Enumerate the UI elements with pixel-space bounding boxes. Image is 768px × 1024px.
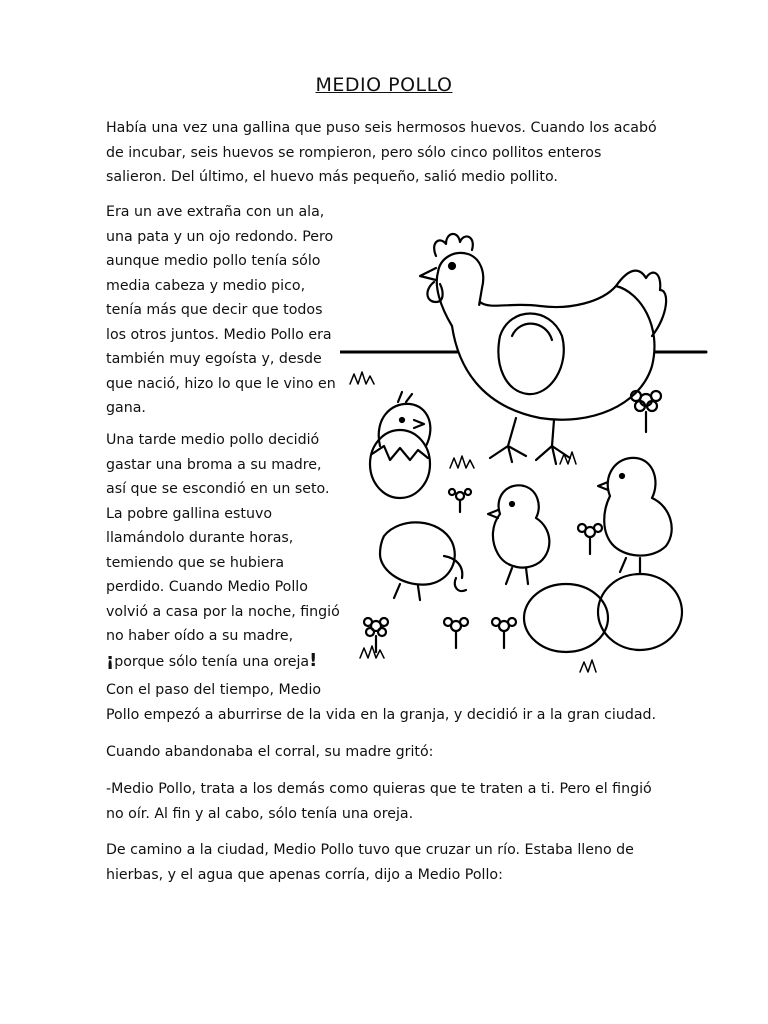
paragraph-prank-text: Una tarde medio pollo decidió gastar una broma a su madre, así que se escondió en un seto. La pobre gallina estuvo llamándolo durante horas, temiendo que se hubiera perdido. Cuando Medio Pollo volvió a casa por la noche, fingió no haber oído a su madre, bbox=[106, 432, 340, 644]
paragraph-intro: Había una vez una gallina que puso seis hermosos huevos. Cuando los acabó de incubar, seis huevos se rompieron, pero sólo cinco pollitos enteros salieron. Del último, el huevo más pequeño, salió medio pollito. bbox=[106, 120, 657, 185]
paragraph-city-start: Con el paso del tiempo, Medio bbox=[106, 682, 322, 698]
paragraph-river: De camino a la ciudad, Medio Pollo tuvo que cruzar un río. Estaba lleno de hierbas, y el agua que apenas corría, dijo a Medio Pollo: bbox=[106, 842, 634, 883]
hen-and-chicks-illustration bbox=[340, 206, 708, 684]
paragraph-description: Era un ave extraña con un ala, una pata y un ojo redondo. Pero aunque medio pollo tenía sólo media cabeza y medio pico, tenía más que decir que todos los otros juntos. Medio Pollo era también muy egoísta y, desde que nació, hizo lo que le vino en gana. bbox=[106, 204, 336, 416]
paragraph-mother-advice: -Medio Pollo, trata a los demás como quieras que te traten a ti. Pero el fingió no oír. Al fin y al cabo, sólo tenía una oreja. bbox=[106, 781, 652, 822]
exclamation-text: porque sólo tenía una oreja bbox=[114, 653, 310, 670]
paragraph-city-rest: Pollo empezó a aburrirse de la vida en la granja, y decidió ir a la gran ciudad. bbox=[106, 707, 657, 723]
paragraph-leaving: Cuando abandonaba el corral, su madre gritó: bbox=[106, 744, 434, 760]
exclamation-open: ¡ bbox=[106, 649, 115, 671]
exclamation-close: ! bbox=[309, 649, 318, 671]
page-title: MEDIO POLLO bbox=[315, 74, 453, 96]
paragraph-prank bbox=[106, 428, 342, 674]
